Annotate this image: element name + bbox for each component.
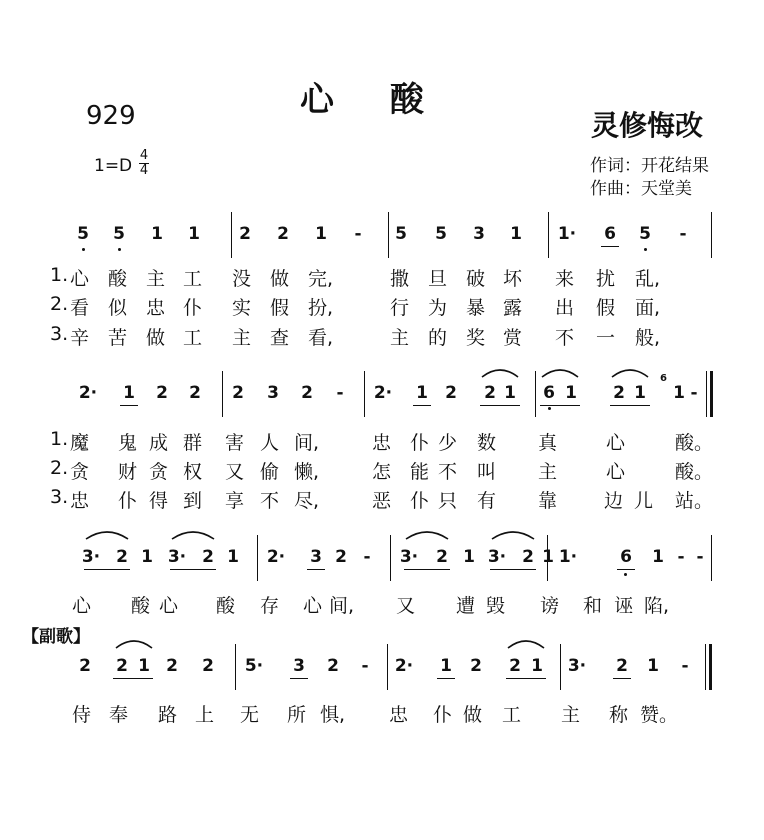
note: 1 <box>504 383 516 403</box>
note: 5 <box>639 224 651 244</box>
lyric-line-4: 侍 奉 路 上 无 所 惧, 忠 仆 做 工 主 称 赞。 <box>72 704 679 726</box>
note: 2 <box>239 224 251 244</box>
note: - <box>690 383 698 403</box>
note: 2 <box>232 383 244 403</box>
note: 1 <box>565 383 577 403</box>
note: 3 <box>267 383 279 403</box>
note: - <box>677 547 685 567</box>
slur <box>540 365 580 379</box>
note: 5 <box>435 224 447 244</box>
note: 2 <box>301 383 313 403</box>
note: 1 <box>416 383 428 403</box>
staff-system-4 <box>0 644 764 692</box>
lyric-verse-2-line-2: 2. 贪 财 贪 权 又 偷 懒, 怎 能 不 叫 主 心 酸。 <box>50 457 714 483</box>
note: 2 <box>335 547 347 567</box>
note: - <box>363 547 371 567</box>
note: 2· <box>394 656 414 676</box>
time-signature-bottom: 4 <box>139 163 149 178</box>
chorus-label: 【副歌】 <box>22 627 90 647</box>
note: 1 <box>531 656 543 676</box>
hymn-number: 929 <box>86 101 136 131</box>
note: 2 <box>616 656 628 676</box>
note: 1· <box>558 547 578 567</box>
note: 1 <box>647 656 659 676</box>
slur <box>84 527 130 541</box>
slur <box>170 527 216 541</box>
slur <box>506 636 546 650</box>
time-signature-top: 4 <box>139 148 149 163</box>
note: 5 <box>395 224 407 244</box>
note: 2 <box>277 224 289 244</box>
note: 1 <box>542 547 554 567</box>
note: 2 <box>189 383 201 403</box>
note: 3 <box>310 547 322 567</box>
note: 2 <box>156 383 168 403</box>
note: 2 <box>202 656 214 676</box>
composer-credit: 作曲：天堂美 <box>590 179 692 199</box>
note: 1· <box>557 224 577 244</box>
note: 2 <box>79 656 91 676</box>
lyric-line-3: 心 酸 心 酸 存 心 间, 又 遭 毁 谤 和 诬 陷, <box>72 595 670 617</box>
note: 3· <box>167 547 187 567</box>
note: 2 <box>509 656 521 676</box>
note: 1 <box>673 383 685 403</box>
slur <box>404 527 450 541</box>
lyric-verse-1: 1. 心 酸 主 工 没 做 完, 撒 旦 破 坏 来 扰 乱, <box>50 264 661 290</box>
note: 2· <box>373 383 393 403</box>
lyric-verse-2: 2. 看 似 忠 仆 实 假 扮, 行 为 暴 露 出 假 面, <box>50 293 661 319</box>
note: 2 <box>436 547 448 567</box>
lyric-verse-1-line-2: 1. 魔 鬼 成 群 害 人 间, 忠 仆 少 数 真 心 酸。 <box>50 428 714 454</box>
lyric-verse-3-line-2: 3. 忠 仆 得 到 享 不 尽, 恶 仆 只 有 靠 边 儿 站。 <box>50 486 714 512</box>
note: 3· <box>81 547 101 567</box>
slur <box>490 527 536 541</box>
key-signature: 1=D <box>94 156 133 176</box>
grace-note: 6 <box>660 373 667 384</box>
note: 1 <box>138 656 150 676</box>
note: 1 <box>440 656 452 676</box>
note: 1 <box>123 383 135 403</box>
note: 6 <box>620 547 632 567</box>
staff-system-2 <box>0 371 764 419</box>
note: - <box>354 224 362 244</box>
note: 2 <box>327 656 339 676</box>
note: - <box>336 383 344 403</box>
note: 1 <box>634 383 646 403</box>
note: 1 <box>315 224 327 244</box>
note: 5 <box>113 224 125 244</box>
staff-system-1 <box>0 212 764 260</box>
note: 3· <box>567 656 587 676</box>
time-signature <box>139 150 149 177</box>
note: 2 <box>116 547 128 567</box>
note: 3· <box>399 547 419 567</box>
note: 5 <box>77 224 89 244</box>
note: - <box>361 656 369 676</box>
note: 6 <box>543 383 555 403</box>
note: 2· <box>78 383 98 403</box>
note: 1 <box>141 547 153 567</box>
note: 2 <box>445 383 457 403</box>
slur <box>114 636 154 650</box>
note: 3 <box>473 224 485 244</box>
note: 1 <box>652 547 664 567</box>
slur <box>610 365 650 379</box>
note: 1 <box>188 224 200 244</box>
note: - <box>681 656 689 676</box>
note: - <box>696 547 704 567</box>
note: 1 <box>227 547 239 567</box>
note: 2 <box>470 656 482 676</box>
note: 1 <box>151 224 163 244</box>
note: 2 <box>166 656 178 676</box>
note: 3 <box>293 656 305 676</box>
note: 2 <box>522 547 534 567</box>
lyricist-credit: 作词：开花结果 <box>590 156 709 176</box>
song-title: 心 酸 <box>300 80 446 120</box>
note: 6 <box>604 224 616 244</box>
note: 5· <box>244 656 264 676</box>
note: - <box>679 224 687 244</box>
note: 2 <box>613 383 625 403</box>
note: 2 <box>484 383 496 403</box>
song-category: 灵修悔改 <box>591 109 704 142</box>
lyric-verse-3: 3. 辛 苦 做 工 主 查 看, 主 的 奖 赏 不 一 般, <box>50 323 661 349</box>
note: 1 <box>510 224 522 244</box>
note: 2· <box>266 547 286 567</box>
staff-system-3 <box>0 535 764 583</box>
note: 3· <box>487 547 507 567</box>
note: 2 <box>202 547 214 567</box>
slur <box>480 365 520 379</box>
note: 2 <box>116 656 128 676</box>
note: 1 <box>463 547 475 567</box>
